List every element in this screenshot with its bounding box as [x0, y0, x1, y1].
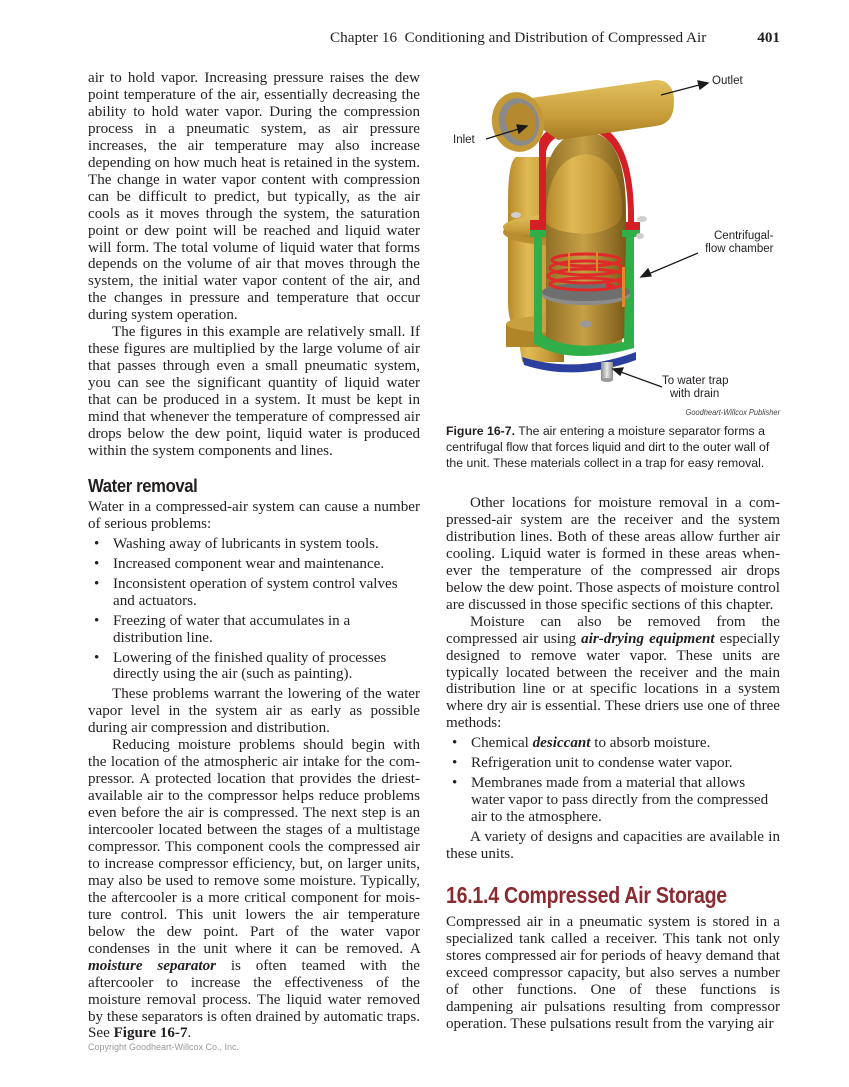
paragraph: Moisture can also be removed from the compressed air using air-drying equipment especially designed to remove water vapor. These units are typically located between the receiver and the main distribution line or at specific locations in a system where dry air is essential. These driers use one of three methods: — [446, 613, 780, 732]
list-item: • Inconsistent operation of system control valves and actuators. — [94, 575, 398, 609]
list-item: • Increased component wear and maintenance. — [94, 555, 385, 572]
bullet-icon: • — [94, 535, 100, 552]
paragraph: Reducing moisture problems should begin with the location of the atmospheric air intake for the compressor. A protected location that provides the driest-available air to the compressor helps reduce problems even before the air is compressed. The next step is an intercooler located between the stages of a multistage compressor. This component cools the compressed air to increase compressor efficiency, but, on larger units, may also be used to remove some moisture. Typically, the aftercooler is a more critical component for moisture control. This unit lowers the air temperature below the dew point. Part of the water vapor condenses in the unit where it can be removed. A moisture separator is often teamed with the aftercooler to increase the effectiveness of the moisture removal process. The liquid water removed by these separators is often drained by automatic traps. See Figure 16-7. — [88, 737, 420, 1042]
bullet-icon: • — [452, 755, 458, 772]
paragraph: Compressed air in a pneumatic system is stored in a specialized tank called a receiver. This tank not only stores compressed air for periods of heavy demand that exceed compressor capacity, but also serves a number of other functions. One of these functions is dampening air pulsations resulting from compressor operation. These pulsations result from the varying air — [446, 913, 780, 1032]
paragraph: Other locations for moisture removal in a compressed-air system are the receiver and the system distribution lines. Both of these areas allow further air cooling. Liquid water is formed in these areas whenever the temperature of the compressed air drops below the dew point. Those aspects of moisture control are discussed in those specific sections of this chapter. — [446, 495, 780, 613]
key-term: moisture separator — [88, 957, 217, 974]
figure-reference[interactable]: Figure 16-7 — [113, 1025, 188, 1042]
list-item: • Lowering of the finished quality of processes directly using the air (such as painting). — [94, 649, 387, 683]
caption-text: The air entering a moisture separator forms a centrifugal flow that forces liquid and dirt to the outer wall of the unit. These materials collect in a trap for easy removal. — [446, 424, 770, 470]
bullet-icon: • — [452, 775, 458, 792]
page-number: 401 — [757, 29, 780, 46]
key-term: air-drying equipment — [581, 630, 715, 647]
subheading-water-removal: Water removal — [88, 474, 198, 496]
copyright-footer: Copyright Goodheart-Willcox Co., Inc. — [88, 1042, 240, 1052]
chapter-title: Chapter 16 Conditioning and Distribution of Compressed Air — [330, 29, 707, 46]
image-credit: Goodheart-Willcox Publisher — [685, 407, 780, 417]
bullet-icon: • — [94, 649, 100, 666]
callout-water-trap: To water trap with drain — [662, 375, 729, 400]
list-item: • Membranes made from a material that allows water vapor to pass directly from the compressed air to the atmosphere. — [452, 775, 769, 826]
drier-methods-list — [446, 735, 780, 826]
callout-outlet: Outlet — [712, 75, 743, 87]
figure-caption — [446, 423, 782, 471]
callout-inlet: Inlet — [453, 134, 475, 146]
paragraph: air to hold vapor. Increasing pressure raises the dew point temperature of the air, essentially decreasing the ability to hold water vapor. During the compression process in a pneumatic system, as air pressure increases, the air temperature may also increase depending on how much heat is retained in the system. The change in water vapor content with compression can be difficult to predict, but typically, as the air cools as it moves through the system, the saturation point or dew point will be reached and liquid water will form. The total volume of liquid water that forms depends on the volume of air that moves through the system, the initial water vapor content of the air, and the changes in pressure and temperature that occur during system operation. — [88, 70, 420, 324]
key-term: desiccant — [532, 735, 591, 752]
paragraph: The figures in this example are relatively small. If these figures are multiplied by the large volume of air that passes through even a small pneumatic system, you can see the significant quantity of liquid water that can be produced in a system. It must be kept in mind that whenever the temperature of compressed air drops below the dew point, liquid water is produced within the system components and lines. — [88, 324, 420, 459]
caption-label: Figure 16-7. — [446, 424, 516, 438]
bullet-icon: • — [94, 555, 100, 572]
paragraph: These problems warrant the lowering of the water vapor level in the system air as early as possible during air compression and distribution. — [88, 686, 420, 737]
left-column — [88, 70, 420, 1042]
bullet-icon: • — [452, 735, 458, 752]
list-item: • Refrigeration unit to condense water vapor. — [452, 755, 733, 772]
list-item: • Washing away of lubricants in system tools. — [94, 535, 379, 552]
bullet-icon: • — [94, 575, 100, 592]
bullet-icon: • — [94, 612, 100, 629]
callout-centrifugal-chamber: Centrifugal- flow chamber — [705, 230, 774, 255]
list-item: • Chemical desiccant to absorb moisture. — [452, 735, 711, 752]
paragraph: Water in a compressed-air system can cause a number of serious problems: — [88, 498, 420, 532]
problems-list — [88, 536, 420, 684]
figure-16-7 — [446, 62, 782, 472]
paragraph: A variety of designs and capacities are available in these units. — [446, 829, 780, 863]
list-item: • Freezing of water that accumulates in a distribution line. — [94, 612, 351, 646]
section-heading-compressed-air-storage: 16.1.4 Compressed Air Storage — [446, 882, 727, 909]
right-column — [446, 495, 780, 1033]
